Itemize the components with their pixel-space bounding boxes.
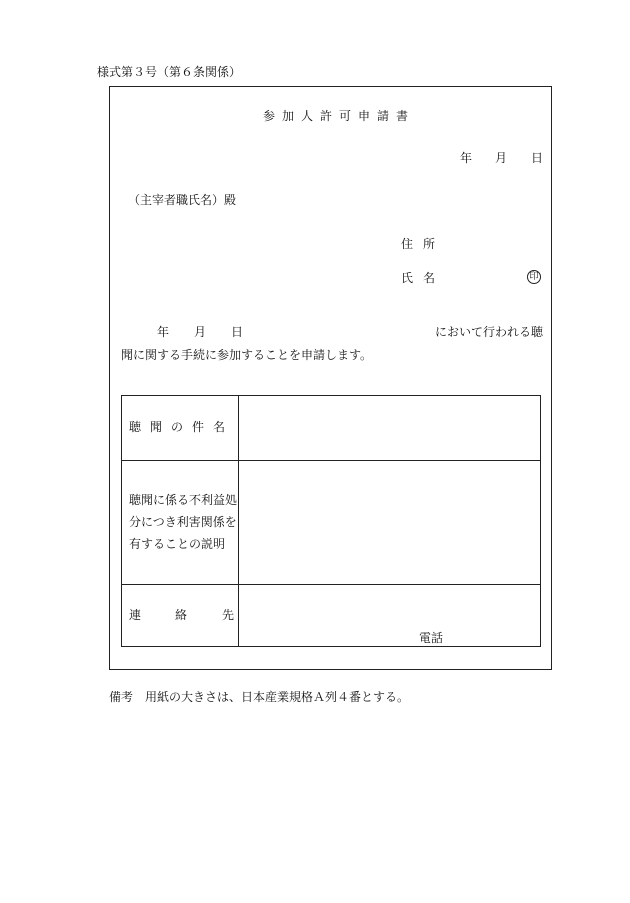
hearing-year-label: 年	[157, 325, 170, 339]
table-column-divider	[238, 396, 239, 646]
body-text-line2: 聞に関する手続に参加することを申請します。	[121, 348, 373, 362]
form-number: 様式第３号（第６条関係）	[97, 65, 242, 79]
phone-label: 電話	[419, 631, 444, 645]
table-row-divider	[122, 460, 540, 461]
interest-explanation-label: 聴聞に係る不利益処	[129, 493, 238, 507]
interest-explanation-label: 有することの説明	[129, 537, 226, 551]
date-month-label: 月	[495, 151, 508, 165]
footnote: 備考 用紙の大きさは、日本産業規格Ａ列４番とする。	[109, 690, 410, 704]
contact-label: 先	[222, 608, 235, 622]
form-title: 参加人許可申請書	[263, 109, 416, 123]
body-text-line1: において行われる聴	[435, 325, 544, 339]
date-year-label: 年	[460, 151, 473, 165]
interest-explanation-label: 分につき利害関係を	[129, 515, 237, 529]
contact-label: 絡	[175, 608, 188, 622]
seal-mark: 印	[527, 270, 541, 284]
hearing-day-label: 日	[231, 325, 244, 339]
addressee: （主宰者職氏名）殿	[128, 193, 237, 207]
name-label: 氏名	[401, 271, 446, 285]
hearing-month-label: 月	[194, 325, 207, 339]
address-label: 住所	[401, 237, 446, 251]
contact-label: 連	[129, 608, 142, 622]
hearing-subject-label: 聴聞の件名	[129, 420, 235, 434]
date-day-label: 日	[531, 151, 544, 165]
table-row-divider	[122, 584, 540, 585]
